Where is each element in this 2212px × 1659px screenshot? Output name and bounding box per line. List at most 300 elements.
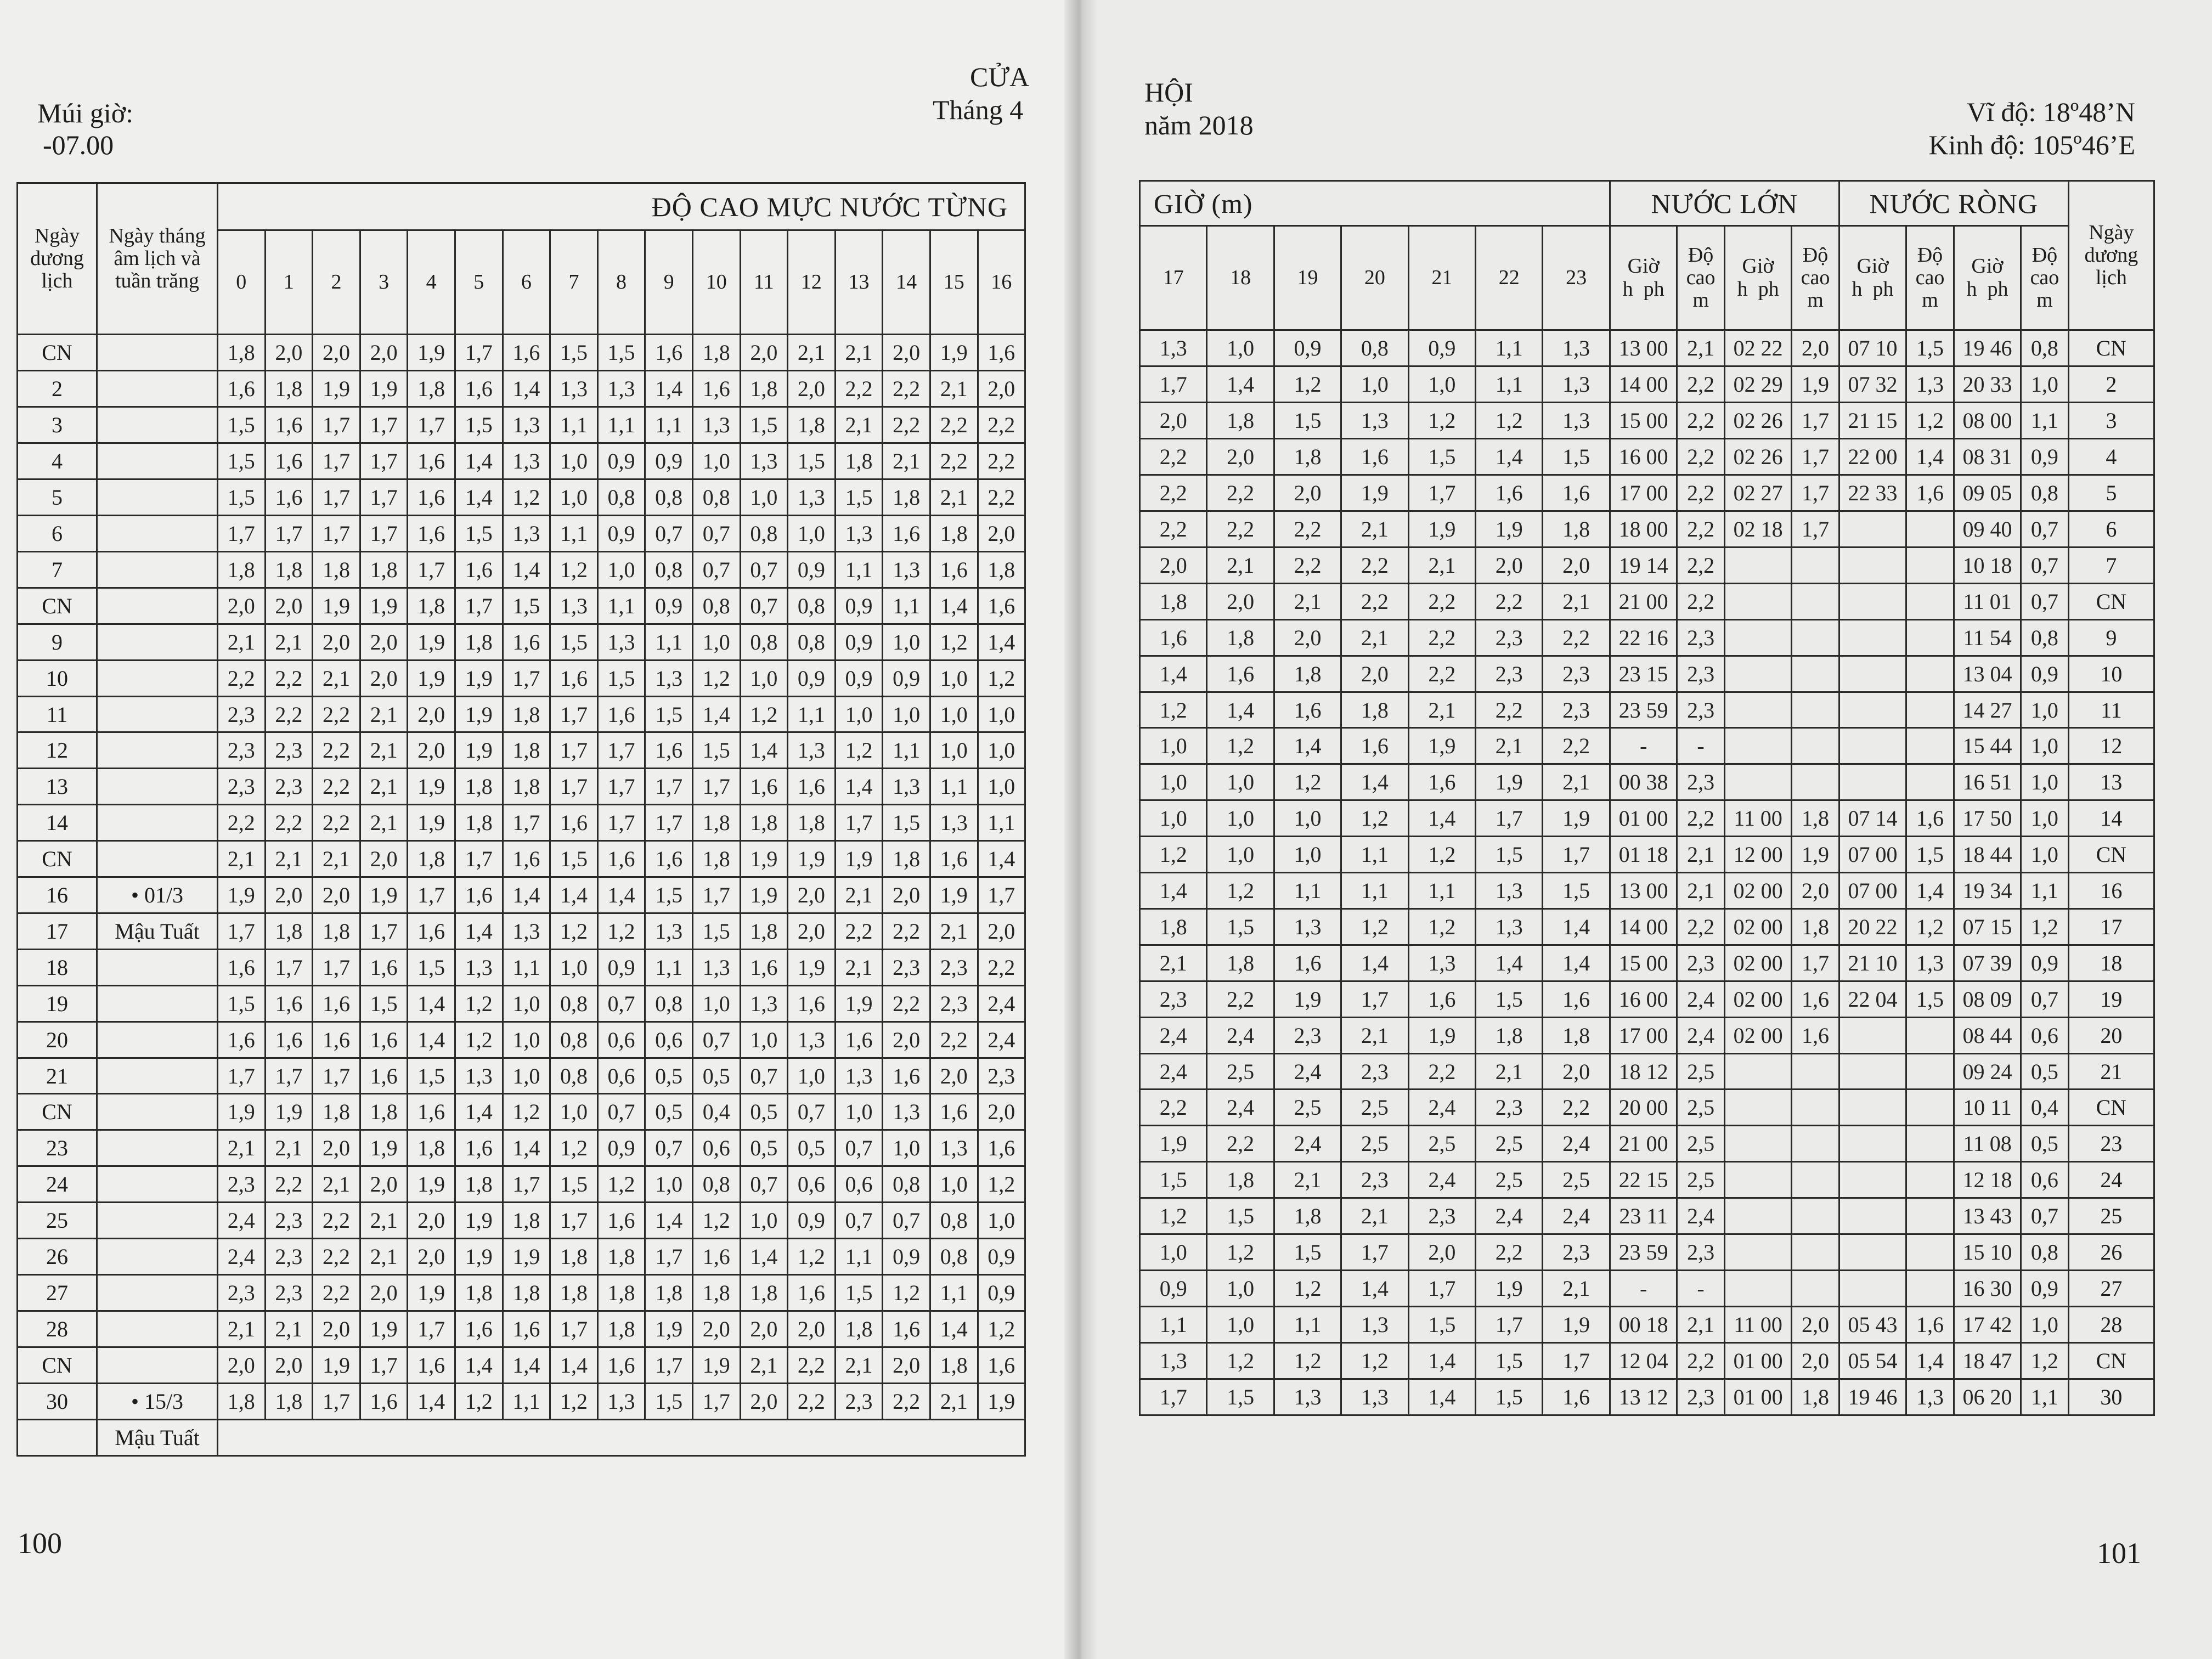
- level-cell: 2,2: [265, 697, 313, 732]
- level-cell: 1,8: [218, 335, 266, 371]
- level-cell: 2,5: [1476, 1162, 1543, 1198]
- low-tide-time-cell: 19 46: [1839, 1379, 1906, 1415]
- level-cell: 2,5: [1408, 1126, 1475, 1162]
- lunar-cell: [97, 552, 218, 588]
- level-cell: 1,9: [408, 624, 455, 661]
- level-cell: 1,2: [1207, 873, 1274, 909]
- level-cell: 2,2: [1341, 548, 1408, 584]
- level-cell: 1,4: [503, 1347, 550, 1384]
- level-cell: 1,4: [645, 1203, 693, 1239]
- high-tide-height-cell: [1792, 1090, 1839, 1126]
- day-cell: 3: [18, 407, 97, 443]
- level-cell: 1,5: [218, 479, 266, 516]
- level-cell: 1,7: [218, 1058, 266, 1094]
- low-tide-time-cell: 10 11: [1954, 1090, 2021, 1126]
- level-cell: 1,8: [1274, 1198, 1341, 1234]
- low-tide-time-cell: 09 40: [1954, 511, 2021, 548]
- table-row-left: [18, 443, 1025, 479]
- hour-header: 23: [1543, 226, 1610, 330]
- level-cell: 1,6: [597, 697, 645, 732]
- low-tide-time-cell: 11 08: [1954, 1126, 2021, 1162]
- high-tide-time-cell: 01 00: [1724, 1379, 1791, 1415]
- low-tide-height-cell: [1906, 548, 1954, 584]
- level-cell: 2,0: [360, 1275, 408, 1311]
- level-cell: 0,7: [645, 516, 693, 552]
- level-cell: 1,9: [978, 1384, 1025, 1420]
- level-cell: 1,6: [503, 841, 550, 877]
- level-cell: 2,2: [265, 1166, 313, 1203]
- left-page: [0, 0, 1080, 1659]
- low-tide-time-cell: 14 27: [1954, 692, 2021, 728]
- timezone-value: -07.00: [43, 129, 114, 160]
- high-tide-height-cell: [1792, 584, 1839, 620]
- level-cell: 1,8: [265, 371, 313, 407]
- level-cell: 1,9: [1476, 764, 1543, 800]
- level-cell: 1,6: [978, 1347, 1025, 1384]
- high-tide-time-cell: -: [1610, 728, 1677, 764]
- level-cell: 1,5: [835, 479, 883, 516]
- high-tide-time-cell: 17 00: [1610, 1018, 1677, 1054]
- level-cell: 1,3: [883, 769, 930, 805]
- level-cell: 0,8: [930, 1239, 978, 1275]
- level-cell: 1,1: [503, 950, 550, 986]
- level-cell: 1,5: [835, 1275, 883, 1311]
- high-tide-time-cell: 23 59: [1610, 1234, 1677, 1271]
- high-tide-time-cell: [1724, 728, 1791, 764]
- level-cell: 1,5: [597, 661, 645, 697]
- level-cell: 1,7: [313, 950, 360, 986]
- level-cell: 1,6: [740, 950, 788, 986]
- low-tide-time-cell: 16 30: [1954, 1271, 2021, 1307]
- high-tide-height-cell: 1,9: [1792, 837, 1839, 873]
- level-cell: 2,0: [930, 1058, 978, 1094]
- level-cell: 1,2: [1341, 909, 1408, 945]
- level-cell: 1,6: [455, 552, 503, 588]
- level-cell: 1,8: [597, 1275, 645, 1311]
- level-cell: 0,9: [1408, 330, 1475, 366]
- level-cell: 2,2: [788, 1347, 836, 1384]
- level-cell: 1,0: [503, 1022, 550, 1058]
- level-cell: 2,2: [1341, 584, 1408, 620]
- low-tide-height-cell: [1906, 1162, 1954, 1198]
- level-cell: 1,2: [503, 479, 550, 516]
- high-tide-time-cell: 22 16: [1610, 620, 1677, 656]
- level-cell: 1,2: [788, 1239, 836, 1275]
- level-cell: 0,9: [835, 661, 883, 697]
- day-cell: 27: [2068, 1271, 2154, 1307]
- level-cell: 1,7: [218, 516, 266, 552]
- hour-header: 3: [360, 230, 408, 335]
- low-tide-height-cell: [1906, 1234, 1954, 1271]
- level-cell: 1,9: [455, 697, 503, 732]
- level-cell: 1,6: [503, 335, 550, 371]
- day-cell: CN: [18, 841, 97, 877]
- low-tide-time-cell: 07 15: [1954, 909, 2021, 945]
- table-row-left: [18, 335, 1025, 371]
- high-tide-time-cell: 16 00: [1610, 981, 1677, 1018]
- level-cell: 1,5: [218, 407, 266, 443]
- level-cell: 1,3: [1476, 909, 1543, 945]
- level-cell: 1,3: [597, 1384, 645, 1420]
- hour-header: 5: [455, 230, 503, 335]
- day-cell: 26: [2068, 1234, 2154, 1271]
- day-cell: 5: [2068, 475, 2154, 511]
- low-tide-time-cell: 08 31: [1954, 439, 2021, 475]
- level-cell: 0,7: [597, 1094, 645, 1130]
- level-cell: 1,5: [1543, 873, 1610, 909]
- high-tide-height-cell: 1,7: [1792, 403, 1839, 439]
- table-row-left: [18, 588, 1025, 624]
- high-tide-time-cell: [1724, 1234, 1791, 1271]
- high-tide-time-cell: [1724, 1162, 1791, 1198]
- level-cell: 1,9: [360, 877, 408, 913]
- low-tide-height-cell: 1,0: [2021, 1307, 2069, 1343]
- level-cell: 1,2: [692, 661, 740, 697]
- level-cell: 1,9: [1140, 1126, 1207, 1162]
- level-cell: 2,2: [1207, 511, 1274, 548]
- level-cell: 1,9: [218, 877, 266, 913]
- high-tide-time-cell: [1724, 1054, 1791, 1090]
- level-cell: 1,1: [835, 1239, 883, 1275]
- level-cell: 1,3: [930, 805, 978, 841]
- level-cell: 1,0: [835, 1094, 883, 1130]
- level-cell: 1,0: [692, 443, 740, 479]
- level-cell: 2,4: [218, 1203, 266, 1239]
- level-cell: 1,2: [1274, 764, 1341, 800]
- day-cell: 7: [18, 552, 97, 588]
- hour-header: 6: [503, 230, 550, 335]
- level-cell: 1,5: [1274, 403, 1341, 439]
- high-tide-height-cell: 1,8: [1792, 800, 1839, 837]
- level-cell: 2,1: [930, 913, 978, 950]
- level-cell: 1,7: [313, 443, 360, 479]
- level-cell: 2,1: [313, 661, 360, 697]
- level-cell: 1,1: [930, 1275, 978, 1311]
- high-tide-height-cell: [1792, 1271, 1839, 1307]
- level-cell: 0,9: [883, 661, 930, 697]
- level-cell: 2,0: [883, 1022, 930, 1058]
- low-tide-time-cell: [1839, 1198, 1906, 1234]
- level-cell: 1,7: [360, 913, 408, 950]
- level-cell: 2,1: [313, 841, 360, 877]
- level-cell: 2,2: [1543, 728, 1610, 764]
- level-cell: 1,6: [265, 479, 313, 516]
- level-cell: 2,0: [408, 697, 455, 732]
- low-tide-time-cell: [1839, 728, 1906, 764]
- level-cell: 1,0: [550, 1094, 598, 1130]
- level-cell: 1,8: [550, 1275, 598, 1311]
- level-cell: 2,2: [313, 1275, 360, 1311]
- level-cell: 2,0: [740, 335, 788, 371]
- level-cell: 1,9: [692, 1347, 740, 1384]
- height-subheader: Độ cao m: [2021, 226, 2069, 330]
- low-tide-height-cell: 1,0: [2021, 366, 2069, 403]
- day-cell: CN: [2068, 1343, 2154, 1379]
- level-cell: 1,9: [313, 588, 360, 624]
- level-cell: 1,1: [1274, 873, 1341, 909]
- level-cell: 1,1: [883, 588, 930, 624]
- day-cell: 4: [18, 443, 97, 479]
- lunar-cell: [97, 1347, 218, 1384]
- level-cell: 1,8: [883, 479, 930, 516]
- level-cell: 1,9: [788, 950, 836, 986]
- table-row-right: [1140, 837, 2154, 873]
- month-label: Tháng 4: [933, 94, 1024, 125]
- level-cell: 2,2: [1274, 548, 1341, 584]
- lunar-cell: [97, 950, 218, 986]
- high-tide-height-cell: 2,3: [1677, 1379, 1725, 1415]
- high-tide-time-cell: 00 38: [1610, 764, 1677, 800]
- level-cell: 1,7: [360, 1347, 408, 1384]
- level-cell: 1,8: [740, 1275, 788, 1311]
- level-cell: 1,2: [1408, 837, 1475, 873]
- day-cell: 21: [18, 1058, 97, 1094]
- level-cell: 1,0: [930, 732, 978, 769]
- level-cell: 1,0: [740, 661, 788, 697]
- level-cell: 2,1: [883, 443, 930, 479]
- level-cell: 2,4: [1140, 1018, 1207, 1054]
- level-cell: 1,3: [692, 407, 740, 443]
- level-cell: 1,9: [408, 335, 455, 371]
- level-cell: 1,8: [788, 805, 836, 841]
- level-cell: 2,0: [788, 877, 836, 913]
- high-tide-time-cell: [1724, 548, 1791, 584]
- table-row-left: [18, 407, 1025, 443]
- time-subheader: [1724, 226, 1791, 330]
- table-row-left: [18, 516, 1025, 552]
- level-cell: 1,0: [788, 1058, 836, 1094]
- level-cell: 1,3: [835, 516, 883, 552]
- lunar-cell: [97, 407, 218, 443]
- level-cell: 1,9: [645, 1311, 693, 1347]
- level-cell: 2,3: [1274, 1018, 1341, 1054]
- level-cell: 1,7: [455, 588, 503, 624]
- level-cell: 2,1: [835, 335, 883, 371]
- low-tide-time-cell: 09 05: [1954, 475, 2021, 511]
- lunar-cell: • 15/3: [97, 1384, 218, 1420]
- level-cell: 2,0: [740, 1311, 788, 1347]
- level-cell: 1,1: [883, 732, 930, 769]
- level-cell: 2,1: [740, 1347, 788, 1384]
- col-day-solar-right: Ngày dương lịch: [2068, 181, 2154, 330]
- level-cell: 1,5: [1207, 1379, 1274, 1415]
- level-cell: 2,3: [1341, 1162, 1408, 1198]
- low-tide-time-cell: 19 34: [1954, 873, 2021, 909]
- level-cell: 2,3: [930, 986, 978, 1022]
- table-row-right: [1140, 1343, 2154, 1379]
- high-tide-time-cell: 13 00: [1610, 330, 1677, 366]
- high-tide-height-cell: 2,4: [1677, 1018, 1725, 1054]
- level-cell: 1,6: [835, 1022, 883, 1058]
- level-cell: 1,0: [978, 1203, 1025, 1239]
- day-cell: 23: [18, 1130, 97, 1166]
- hour-header: 17: [1140, 226, 1207, 330]
- right-page: [1080, 0, 2212, 1659]
- level-cell: 1,8: [1140, 584, 1207, 620]
- table-row-right: [1140, 584, 2154, 620]
- high-tide-time-cell: [1724, 764, 1791, 800]
- hour-header: 8: [597, 230, 645, 335]
- high-tide-height-cell: [1792, 1054, 1839, 1090]
- level-cell: 2,0: [788, 1311, 836, 1347]
- level-cell: 1,8: [265, 552, 313, 588]
- level-cell: 1,2: [835, 732, 883, 769]
- level-cell: 1,9: [1476, 1271, 1543, 1307]
- level-cell: 1,6: [265, 986, 313, 1022]
- day-cell: 16: [2068, 873, 2154, 909]
- low-tide-time-cell: 07 10: [1839, 330, 1906, 366]
- day-cell: 2: [2068, 366, 2154, 403]
- low-tide-time-cell: [1839, 1018, 1906, 1054]
- level-cell: 1,6: [978, 1130, 1025, 1166]
- level-cell: 1,6: [692, 1239, 740, 1275]
- level-cell: 1,9: [408, 769, 455, 805]
- level-cell: 2,3: [265, 1239, 313, 1275]
- level-cell: 1,5: [645, 1384, 693, 1420]
- low-tide-height-cell: 1,0: [2021, 728, 2069, 764]
- day-cell: 7: [2068, 548, 2154, 584]
- day-cell: CN: [18, 335, 97, 371]
- table-row-right: [1140, 548, 2154, 584]
- level-cell: 1,3: [883, 552, 930, 588]
- lunar-cell: [97, 986, 218, 1022]
- low-tide-height-cell: 0,7: [2021, 548, 2069, 584]
- level-cell: 0,8: [1341, 330, 1408, 366]
- lunar-cell: [97, 1130, 218, 1166]
- level-cell: 1,2: [455, 1022, 503, 1058]
- table-row-right: [1140, 1090, 2154, 1126]
- low-tide-time-cell: 07 39: [1954, 945, 2021, 981]
- level-cell: 2,0: [1341, 656, 1408, 692]
- day-cell: CN: [2068, 584, 2154, 620]
- level-cell: 1,9: [455, 661, 503, 697]
- level-cell: 1,0: [883, 697, 930, 732]
- level-cell: 1,2: [1140, 1198, 1207, 1234]
- level-cell: 1,1: [503, 1384, 550, 1420]
- level-cell: 1,8: [930, 516, 978, 552]
- high-tide-time-cell: [1724, 1090, 1791, 1126]
- table-row-right: [1140, 1162, 2154, 1198]
- level-cell: 2,1: [360, 1203, 408, 1239]
- high-tide-height-cell: 1,8: [1792, 1379, 1839, 1415]
- low-tide-height-cell: 1,3: [1906, 366, 1954, 403]
- level-cell: 0,9: [978, 1239, 1025, 1275]
- level-cell: 1,6: [1408, 764, 1475, 800]
- level-cell: 1,4: [503, 371, 550, 407]
- low-tide-height-cell: 0,8: [2021, 330, 2069, 366]
- level-cell: 1,0: [1207, 1307, 1274, 1343]
- high-tide-time-cell: [1724, 584, 1791, 620]
- low-tide-height-cell: [1906, 1054, 1954, 1090]
- level-cell: 1,5: [692, 732, 740, 769]
- day-cell: 13: [18, 769, 97, 805]
- table-row-left: [18, 624, 1025, 661]
- level-cell: 1,5: [408, 950, 455, 986]
- level-cell: 2,1: [1341, 620, 1408, 656]
- level-cell: 1,8: [835, 1311, 883, 1347]
- level-cell: 1,6: [1543, 981, 1610, 1018]
- high-tide-height-cell: 2,5: [1677, 1054, 1725, 1090]
- level-cell: 1,7: [1543, 1343, 1610, 1379]
- high-tide-time-cell: 23 59: [1610, 692, 1677, 728]
- high-tide-time-cell: 02 27: [1724, 475, 1791, 511]
- level-cell: 0,8: [550, 986, 598, 1022]
- level-cell: 1,9: [1543, 800, 1610, 837]
- level-cell: 1,5: [1207, 1198, 1274, 1234]
- level-cell: 1,0: [1140, 1234, 1207, 1271]
- level-cell: 1,9: [1543, 1307, 1610, 1343]
- tide-table-left: [16, 182, 1026, 1457]
- level-cell: 0,5: [740, 1130, 788, 1166]
- lunar-cell: [97, 697, 218, 732]
- table-row-left: [18, 371, 1025, 407]
- level-cell: 1,3: [455, 1058, 503, 1094]
- level-cell: 2,0: [408, 1203, 455, 1239]
- level-cell: 1,2: [1408, 403, 1475, 439]
- level-cell: 2,1: [360, 697, 408, 732]
- level-cell: 2,4: [1274, 1054, 1341, 1090]
- high-tide-time-cell: 02 22: [1724, 330, 1791, 366]
- level-cell: 1,3: [835, 1058, 883, 1094]
- latitude-label: Vĩ độ: 18º48’N: [1966, 97, 2135, 127]
- low-tide-height-cell: 0,9: [2021, 439, 2069, 475]
- level-cell: 1,9: [1274, 981, 1341, 1018]
- level-cell: 2,5: [1207, 1054, 1274, 1090]
- table-row-right: [1140, 800, 2154, 837]
- level-cell: 1,3: [597, 371, 645, 407]
- level-cell: 1,8: [455, 624, 503, 661]
- level-cell: 1,9: [1408, 1018, 1475, 1054]
- level-cell: 1,9: [408, 661, 455, 697]
- high-tide-time-cell: 13 00: [1610, 873, 1677, 909]
- level-cell: 1,5: [788, 443, 836, 479]
- table-row-right: [1140, 1271, 2154, 1307]
- level-cell: 1,5: [883, 805, 930, 841]
- level-cell: 2,2: [313, 1239, 360, 1275]
- level-cell: 1,3: [1408, 945, 1475, 981]
- high-tide-time-cell: [1724, 656, 1791, 692]
- level-cell: 1,6: [218, 371, 266, 407]
- high-tide-height-cell: 2,2: [1677, 439, 1725, 475]
- level-cell: 1,1: [978, 805, 1025, 841]
- level-cell: 1,7: [265, 1058, 313, 1094]
- level-cell: 2,2: [835, 913, 883, 950]
- level-cell: 1,5: [740, 407, 788, 443]
- level-cell: 2,1: [1543, 1271, 1610, 1307]
- level-cell: 1,2: [978, 661, 1025, 697]
- level-cell: 2,1: [265, 841, 313, 877]
- low-tide-height-cell: 0,8: [2021, 620, 2069, 656]
- level-cell: 1,8: [455, 769, 503, 805]
- day-cell: CN: [2068, 837, 2154, 873]
- high-tide-height-cell: 2,3: [1677, 1234, 1725, 1271]
- level-cell: 2,0: [1543, 1054, 1610, 1090]
- level-cell: 1,7: [360, 479, 408, 516]
- level-cell: 1,5: [1476, 837, 1543, 873]
- hour-header: 9: [645, 230, 693, 335]
- level-cell: 2,2: [218, 661, 266, 697]
- level-cell: 1,6: [788, 986, 836, 1022]
- low-tide-time-cell: 21 10: [1839, 945, 1906, 981]
- lunar-cell: [97, 371, 218, 407]
- low-tide-height-cell: [1906, 692, 1954, 728]
- level-cell: 2,3: [1476, 620, 1543, 656]
- level-cell: 1,2: [1207, 1234, 1274, 1271]
- high-tide-time-cell: 20 00: [1610, 1090, 1677, 1126]
- level-cell: 1,2: [1140, 837, 1207, 873]
- level-cell: 0,4: [692, 1094, 740, 1130]
- level-cell: 1,6: [550, 805, 598, 841]
